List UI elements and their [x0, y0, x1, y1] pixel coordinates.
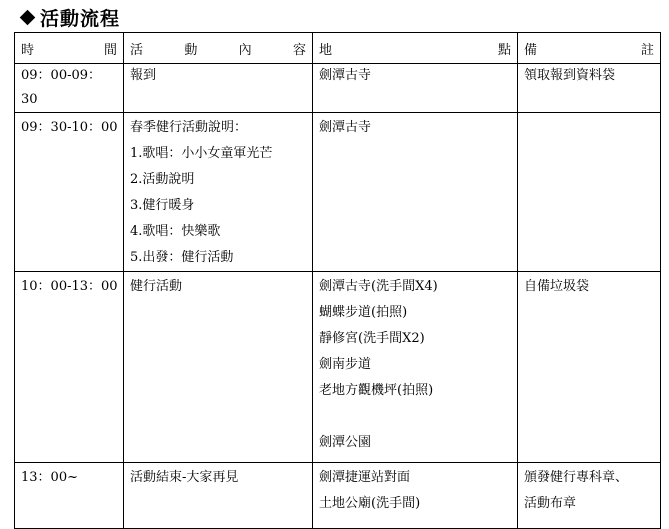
header-time	[15, 33, 124, 64]
table-header-row	[15, 33, 661, 64]
table-row	[15, 113, 661, 272]
header-place	[313, 33, 518, 64]
blank-line	[319, 404, 511, 430]
header-content-char: 活	[130, 42, 144, 58]
content-line: 健行活動	[130, 279, 183, 294]
header-note-char: 註	[640, 42, 654, 58]
place-line: 靜修宮(洗手間X2)	[319, 331, 425, 346]
content-line: 活動結束-大家再見	[130, 470, 239, 485]
table-row	[15, 463, 661, 529]
content-line: 春季健行活動說明：	[130, 120, 248, 135]
place-cell	[313, 64, 518, 113]
header-note	[518, 33, 661, 64]
content-line: 1.歌唱：小小女童軍光芒	[130, 146, 273, 161]
place-line: 劍南步道	[319, 357, 372, 372]
content-line: 5.出發：健行活動	[130, 250, 234, 265]
time-text: 09：00-09：30	[21, 68, 102, 107]
table-row	[15, 64, 661, 113]
place-line: 劍潭古寺	[319, 68, 372, 83]
content-line: 2.活動說明	[130, 172, 195, 187]
header-time-char: 間	[103, 42, 117, 58]
place-line: 土地公廟(洗手間)	[319, 496, 421, 511]
note-cell	[518, 463, 661, 529]
header-note-char: 備	[524, 42, 538, 58]
page-title-text: 活動流程	[40, 8, 121, 30]
header-content	[124, 33, 313, 64]
place-line: 劍潭古寺	[319, 120, 372, 135]
time-text: 10：00-13：00	[21, 279, 118, 294]
header-place-char: 點	[497, 42, 511, 58]
place-line: 劍潭公園	[319, 435, 372, 450]
header-content-char: 內	[238, 42, 252, 58]
note-line: 頒發健行專科章、	[524, 470, 629, 485]
content-cell	[124, 113, 313, 272]
place-line: 劍潭捷運站對面	[319, 470, 411, 485]
place-cell	[313, 113, 518, 272]
note-line: 活動布章	[524, 496, 577, 511]
content-line: 3.健行暖身	[130, 198, 195, 213]
time-text: 09：30-10：00	[21, 120, 118, 135]
content-line: 報到	[130, 68, 157, 83]
header-place-char: 地	[319, 42, 333, 58]
time-cell	[15, 463, 124, 529]
content-line: 4.歌唱：快樂歌	[130, 224, 221, 239]
content-cell	[124, 272, 313, 463]
diamond-bullet-icon	[20, 10, 36, 26]
header-time-char: 時	[21, 42, 35, 58]
time-text: 13：00~	[21, 470, 78, 485]
page-title	[22, 4, 120, 31]
content-cell	[124, 463, 313, 529]
note-line: 自備垃圾袋	[524, 279, 590, 294]
place-line: 劍潭古寺(洗手間X4)	[319, 279, 438, 294]
time-cell	[15, 272, 124, 463]
table-row	[15, 272, 661, 463]
time-cell	[15, 64, 124, 113]
note-cell	[518, 64, 661, 113]
note-line: 領取報到資料袋	[524, 68, 616, 83]
header-content-char: 容	[292, 42, 306, 58]
schedule-table	[14, 32, 661, 529]
place-line: 蝴蝶步道(拍照)	[319, 305, 408, 320]
note-cell	[518, 272, 661, 463]
place-cell	[313, 272, 518, 463]
time-cell	[15, 113, 124, 272]
content-cell	[124, 64, 313, 113]
place-cell	[313, 463, 518, 529]
header-content-char: 動	[184, 42, 198, 58]
place-line: 老地方觀機坪(拍照)	[319, 383, 434, 398]
note-cell	[518, 113, 661, 272]
